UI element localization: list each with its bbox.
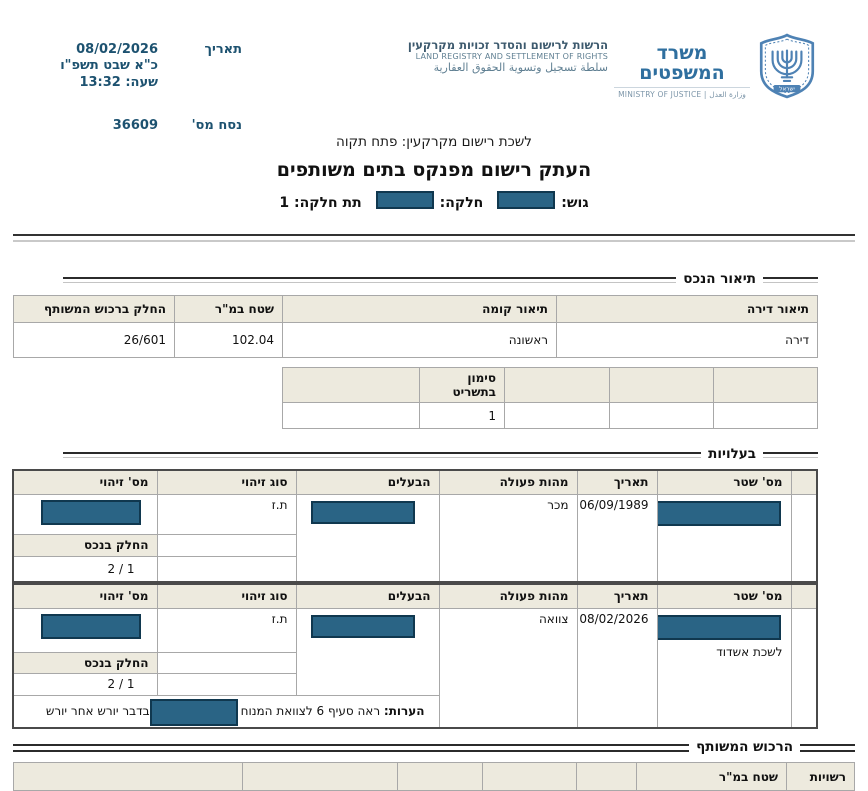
col-area-sqm: שטח במ"ר [175, 296, 283, 323]
col-authorities: רשויות [787, 763, 855, 791]
id-type: ת.ז [157, 608, 296, 652]
date-label: תאריך [204, 42, 242, 57]
heading-line-right [763, 452, 818, 458]
col-action-type: מהות פעולה [439, 584, 577, 608]
document-title: העתק רישום מפנקס בתים משותפים [276, 159, 592, 181]
ministry-divider [614, 87, 750, 88]
deed-date: 06/09/1989 [577, 494, 657, 582]
time-value: שעה: 13:32 [79, 74, 158, 90]
notes-label: הערות: [383, 703, 425, 718]
heading-line-left [63, 277, 676, 283]
ownership-table-2 [12, 583, 818, 729]
col-id-number: מס' זיהוי [13, 584, 157, 608]
id-type: ת.ז [157, 494, 296, 534]
authority-name-arabic: سلطة تسجيل وتسوية الحقوق العقارية [433, 61, 608, 74]
col-area-sqm: שטח במ"ר [637, 763, 787, 791]
ownership-table-1 [12, 469, 818, 583]
col-owners: הבעלים [296, 584, 439, 608]
heading-line-right [763, 277, 818, 283]
parcel-label: חלקה: [439, 195, 484, 211]
apartment-desc-value: דירה [557, 323, 818, 358]
deed-number-redacted [657, 615, 781, 640]
notes-text-before: ראה סעיף 6 לצוואת המנוח [240, 703, 381, 718]
plan-marking-value: 1 [420, 403, 505, 429]
notes-text-after: בדבר יורש אחר יורש [45, 703, 150, 718]
owner-name-redacted [311, 501, 415, 524]
col-id-type: סוג זיהוי [157, 584, 296, 608]
section-heading-common-property [13, 739, 855, 755]
block-number-redacted [497, 191, 555, 209]
id-number-redacted [41, 500, 141, 525]
plan-marking-table [282, 367, 818, 429]
ministry-subtitle: MINISTRY OF JUSTICE | وزارة العدل [618, 89, 746, 99]
col-action-type: מהות פעולה [439, 470, 577, 494]
col-deed-number: מס' שטר [657, 470, 791, 494]
col-apartment-desc: תיאור דירה [557, 296, 818, 323]
notes-name-redacted [150, 699, 238, 726]
extract-number-value: 36609 [112, 117, 158, 133]
block-label: גוש: [561, 195, 589, 211]
authority-name-hebrew: הרשות לרישום והסדר זכויות מקרקעין [407, 38, 608, 52]
share-in-property-label: החלק בנכס [13, 652, 157, 673]
col-plan-marking: סימון בתשריט [420, 368, 505, 403]
col-common-share: החלק ברכוש המשותף [14, 296, 175, 323]
parcel-number-redacted [376, 191, 434, 209]
property-section-title: תיאור הנכס [683, 271, 756, 287]
ownership2-data-row [13, 608, 817, 652]
col-owners: הבעלים [296, 470, 439, 494]
plan-marking-data-row [283, 403, 818, 429]
ministry-title-block [612, 44, 752, 99]
col-id-number: מס' זיהוי [13, 470, 157, 494]
subparcel-value: תת חלקה: 1 [279, 195, 362, 211]
heading-line-left [63, 452, 701, 458]
registry-office-line: לשכת רישום מקרקעין: פתח תקוה [336, 134, 532, 150]
parcel-identification-line [0, 191, 868, 211]
property-description-table [13, 295, 818, 358]
share-in-property-value: 1 / 2 [13, 556, 157, 582]
share-in-property-value: 1 / 2 [13, 673, 157, 695]
date-value: 08/02/2026 [76, 42, 158, 57]
section-heading-ownership [63, 446, 818, 462]
heading-line-right [800, 744, 855, 752]
floor-desc-value: ראשונה [283, 323, 557, 358]
ownership1-header-row [13, 470, 817, 494]
deed-number-redacted [657, 501, 781, 526]
plan-marking-header-row [283, 368, 818, 403]
extract-number-label: נסח מס' [191, 117, 242, 133]
property-header-row [14, 296, 818, 323]
common-property-section-title: הרכוש המשותף [696, 739, 793, 755]
israel-state-emblem-icon [756, 32, 818, 100]
col-date: תאריך [577, 584, 657, 608]
ministry-name: משרד המשפטים [639, 42, 725, 84]
col-id-type: סוג זיהוי [157, 470, 296, 494]
deed-office: לשכת אשדוד [716, 644, 783, 659]
date-extract-block [26, 42, 242, 134]
col-deed-number: מס' שטר [657, 584, 791, 608]
deed-date: 08/02/2026 [577, 608, 657, 728]
heading-line-left [13, 744, 689, 752]
common-property-header-row [14, 763, 855, 791]
ownership2-header-row [13, 584, 817, 608]
action-type: צוואה [439, 608, 577, 728]
property-data-row [14, 323, 818, 358]
id-number-redacted [41, 614, 141, 639]
action-type: מכר [439, 494, 577, 582]
authority-title-block [366, 38, 608, 74]
col-floor-desc: תיאור קומה [283, 296, 557, 323]
share-in-property-label: החלק בנכס [13, 534, 157, 556]
area-sqm-value: 102.04 [175, 323, 283, 358]
svg-text:ישראל: ישראל [779, 86, 795, 93]
ownership1-data-row [13, 494, 817, 534]
common-property-table [13, 762, 855, 791]
section-heading-property [63, 271, 818, 287]
document-title-block [0, 134, 868, 211]
authority-name-english: LAND REGISTRY AND SETTLEMENT OF RIGHTS [415, 52, 608, 61]
hebrew-date: כ"א שבט תשפ"ו [60, 58, 158, 74]
col-date: תאריך [577, 470, 657, 494]
common-share-value: 26/601 [14, 323, 175, 358]
owner-name-redacted [311, 615, 415, 638]
ownership-section-title: בעלויות [708, 446, 756, 462]
top-divider-rule [13, 234, 855, 242]
